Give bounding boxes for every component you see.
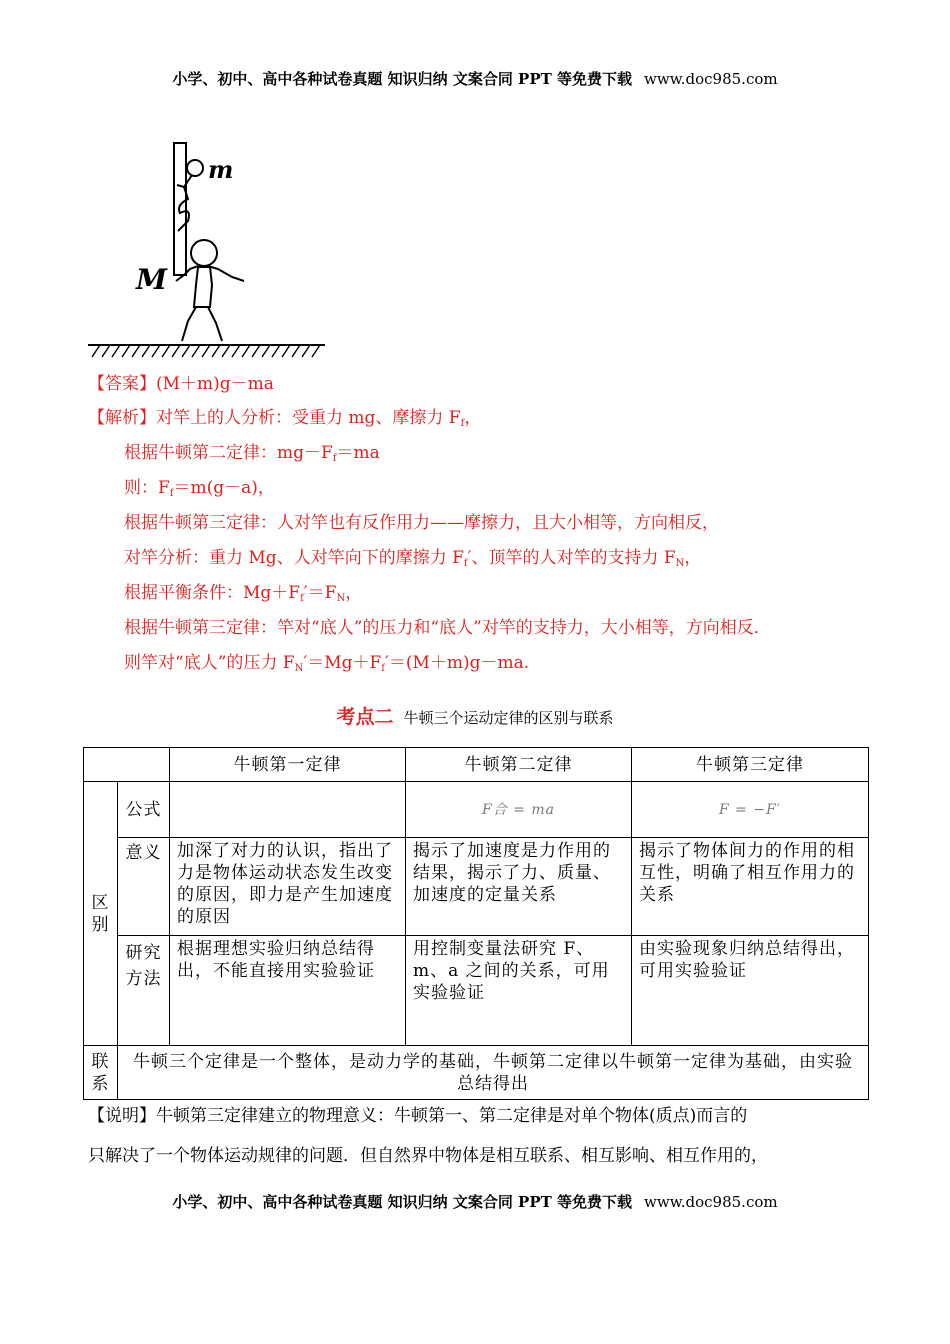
label-m: m bbox=[208, 155, 234, 184]
row-label: 意义 bbox=[118, 838, 170, 936]
table-row bbox=[84, 936, 869, 1046]
table-cell bbox=[170, 782, 406, 838]
section-heading bbox=[0, 702, 950, 729]
analysis-tag: 【解析】 bbox=[88, 408, 156, 428]
header-first-law: 牛顿第一定律 bbox=[170, 748, 406, 782]
table-cell: 揭示了加速度是力作用的结果，揭示了力、质量、加速度的定量关系 bbox=[406, 838, 632, 936]
header-third-law: 牛顿第三定律 bbox=[632, 748, 869, 782]
header-text: 小学、初中、高中各种试卷真题 知识归纳 文案合同 PPT 等免费下载 bbox=[172, 70, 633, 88]
answer-line bbox=[88, 374, 274, 394]
analysis-line-4: 根据牛顿第三定律：人对竿也有反作用力——摩擦力，且大小相等，方向相反， bbox=[124, 513, 719, 533]
table-row bbox=[84, 838, 869, 936]
analysis-line-7: 根据牛顿第三定律：竿对“底人”的压力和“底人”对竿的支持力，大小相等，方向相反． bbox=[124, 618, 771, 638]
answer-tag: 【答案】 bbox=[88, 374, 156, 394]
footer-url[interactable]: www.doc985.com bbox=[644, 1193, 778, 1211]
table-cell: 揭示了物体间力的作用的相互性，明确了相互作用力的关系 bbox=[632, 838, 869, 936]
page-footer bbox=[0, 1191, 950, 1212]
analysis-line-5: 对竿分析：重力 Mg、人对竿向下的摩擦力 $F_f'$、顶竿的人对竿的支持力 $F_N$， bbox=[124, 548, 702, 569]
section-subtitle: 牛顿三个运动定律的区别与联系 bbox=[403, 709, 614, 727]
header-second-law: 牛顿第二定律 bbox=[406, 748, 632, 782]
note-line-2: 只解决了一个物体运动规律的问题．但自然界中物体是相互联系、相互影响、相互作用的， bbox=[88, 1146, 768, 1166]
row-label: 研究方法 bbox=[118, 936, 170, 1046]
section-title: 考点二 bbox=[336, 706, 394, 728]
table-cell: 根据理想实验归纳总结得出，不能直接用实验验证 bbox=[170, 936, 406, 1046]
analysis-line-1: 【解析】对竿上的人分析：受重力 mg、摩擦力 $F_f$， bbox=[88, 408, 482, 429]
analysis-line-6: 根据平衡条件：$Mg+F_f'=F_N$， bbox=[124, 583, 363, 604]
footer-text: 小学、初中、高中各种试卷真题 知识归纳 文案合同 PPT 等免费下载 bbox=[172, 1193, 633, 1211]
table-row bbox=[84, 782, 869, 838]
analysis-line-2: 根据牛顿第二定律：$mg-F_f=ma$ bbox=[124, 443, 380, 464]
link-label: 联系 bbox=[84, 1046, 118, 1100]
note-line-1: 【说明】牛顿第三定律建立的物理意义：牛顿第一、第二定律是对单个物体(质点)而言的 bbox=[88, 1106, 748, 1126]
page-header bbox=[0, 68, 950, 89]
formula-third-law: F = −F′ bbox=[632, 782, 869, 838]
analysis-line-8: 则竿对“底人”的压力 $F_N'=Mg+F_f'=(M+m)g-ma$. bbox=[124, 653, 530, 674]
table-cell: 由实验现象归纳总结得出，可用实验验证 bbox=[632, 936, 869, 1046]
analysis-line-3: 则：$F_f=m(g-a)$， bbox=[124, 478, 275, 499]
comparison-table bbox=[83, 747, 869, 1100]
pole-figure bbox=[80, 135, 340, 360]
header-url[interactable]: www.doc985.com bbox=[644, 70, 778, 88]
label-M: M bbox=[136, 263, 167, 296]
table-cell: 加深了对力的认识，指出了力是物体运动状态发生改变的原因，即力是产生加速度的原因 bbox=[170, 838, 406, 936]
corner-cell bbox=[84, 748, 170, 782]
formula-second-law: F合 = ma bbox=[406, 782, 632, 838]
table-header-row bbox=[84, 748, 869, 782]
table-cell: 用控制变量法研究 F、m、a 之间的关系，可用实验验证 bbox=[406, 936, 632, 1046]
group-label: 区别 bbox=[84, 782, 118, 1046]
row-label: 公式 bbox=[118, 782, 170, 838]
link-text: 牛顿三个定律是一个整体，是动力学的基础，牛顿第二定律以牛顿第一定律为基础，由实验总结得出 bbox=[118, 1046, 869, 1100]
table-link-row bbox=[84, 1046, 869, 1100]
answer-text: (M＋m)g－ma bbox=[156, 374, 274, 394]
